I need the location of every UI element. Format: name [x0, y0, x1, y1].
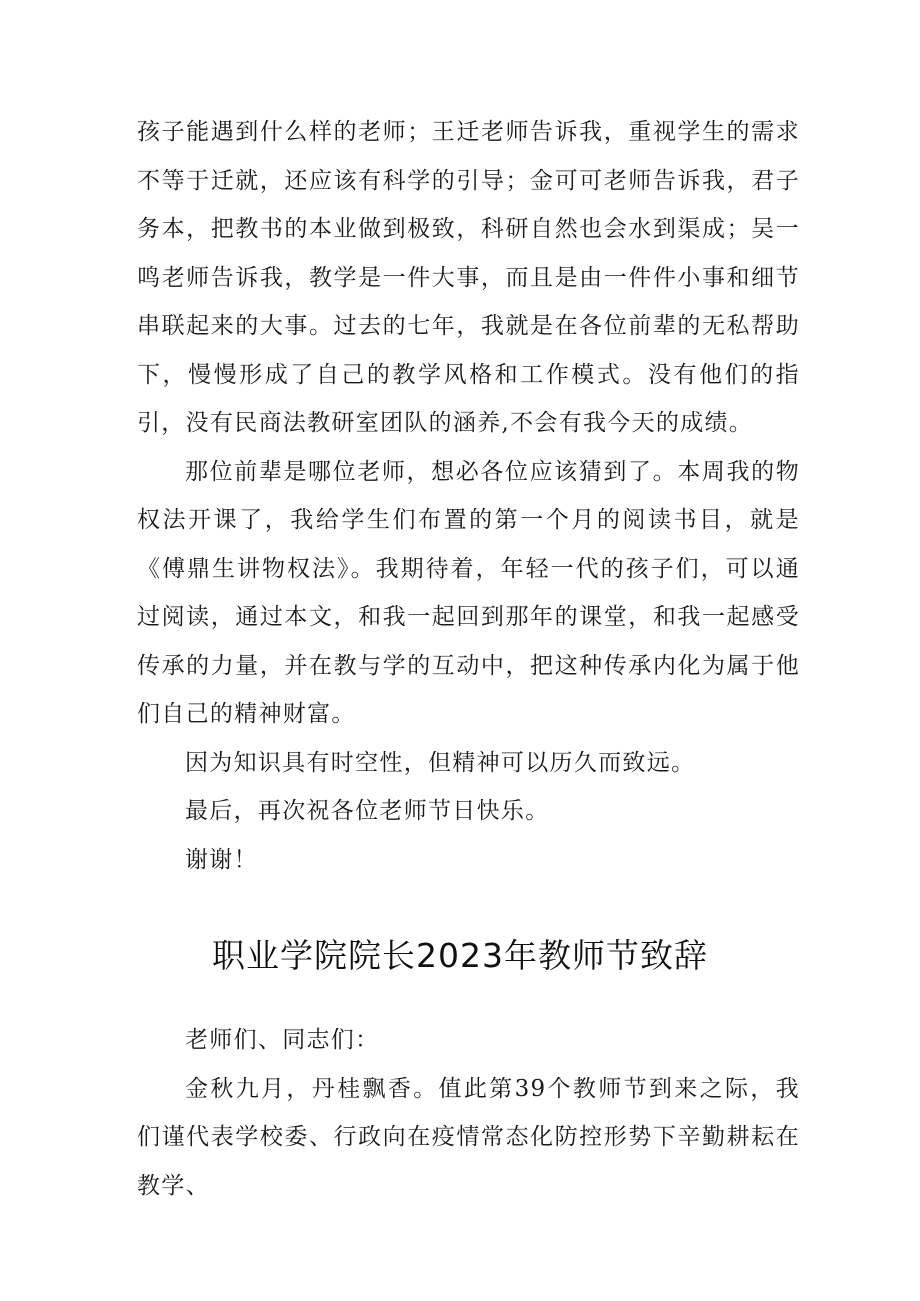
paragraph-closing-wish: 最后，再次祝各位老师节日快乐。 [185, 798, 550, 824]
salutation: 老师们、同志们： [185, 1027, 380, 1053]
previous-speech-body [137, 108, 800, 884]
paragraph-thanks: 谢谢！ [185, 846, 258, 873]
paragraph-knowledge-spirit: 因为知识具有时空性，但精神可以历久而致远。 [185, 749, 696, 776]
paragraph-reading-list: 那位前辈是哪位老师，想必各位应该猜到了。本周我的物权法开课了，我给学生们布置的第一个月的阅读书目，就是《傅鼎生讲物权法》。我期待着，年轻一代的孩子们，可以通过阅读，通过本文，和我一起回到那年的课堂，和我一起感受传承的力量，并在教与学的互动中，把这种传承内化为属于他们自己的精神财富。 [137, 458, 800, 727]
new-speech-body [137, 1016, 800, 1210]
paragraph-mentors: 孩子能遇到什么样的老师；王迁老师告诉我，重视学生的需求不等于迁就，还应该有科学的引导；金可可老师告诉我，君子务本，把教书的本业做到极致，科研自然也会水到渠成；吴一鸣老师告诉我，教学是一件大事，而且是由一件件小事和细节串联起来的大事。过去的七年，我就是在各位前辈的无私帮助下，慢慢形成了自己的教学风格和工作模式。没有他们的指引，没有民商法教研室团队的涵养,不会有我今天的成绩。 [137, 119, 800, 436]
speech-title: 职业学院院长2023年教师节致辞 [212, 936, 708, 975]
paragraph-opening: 金秋九月，丹桂飘香。值此第39个教师节到来之际，我们谨代表学校委、行政向在疫情常态化防控形势下辛勤耕耘在教学、 [137, 1075, 800, 1199]
